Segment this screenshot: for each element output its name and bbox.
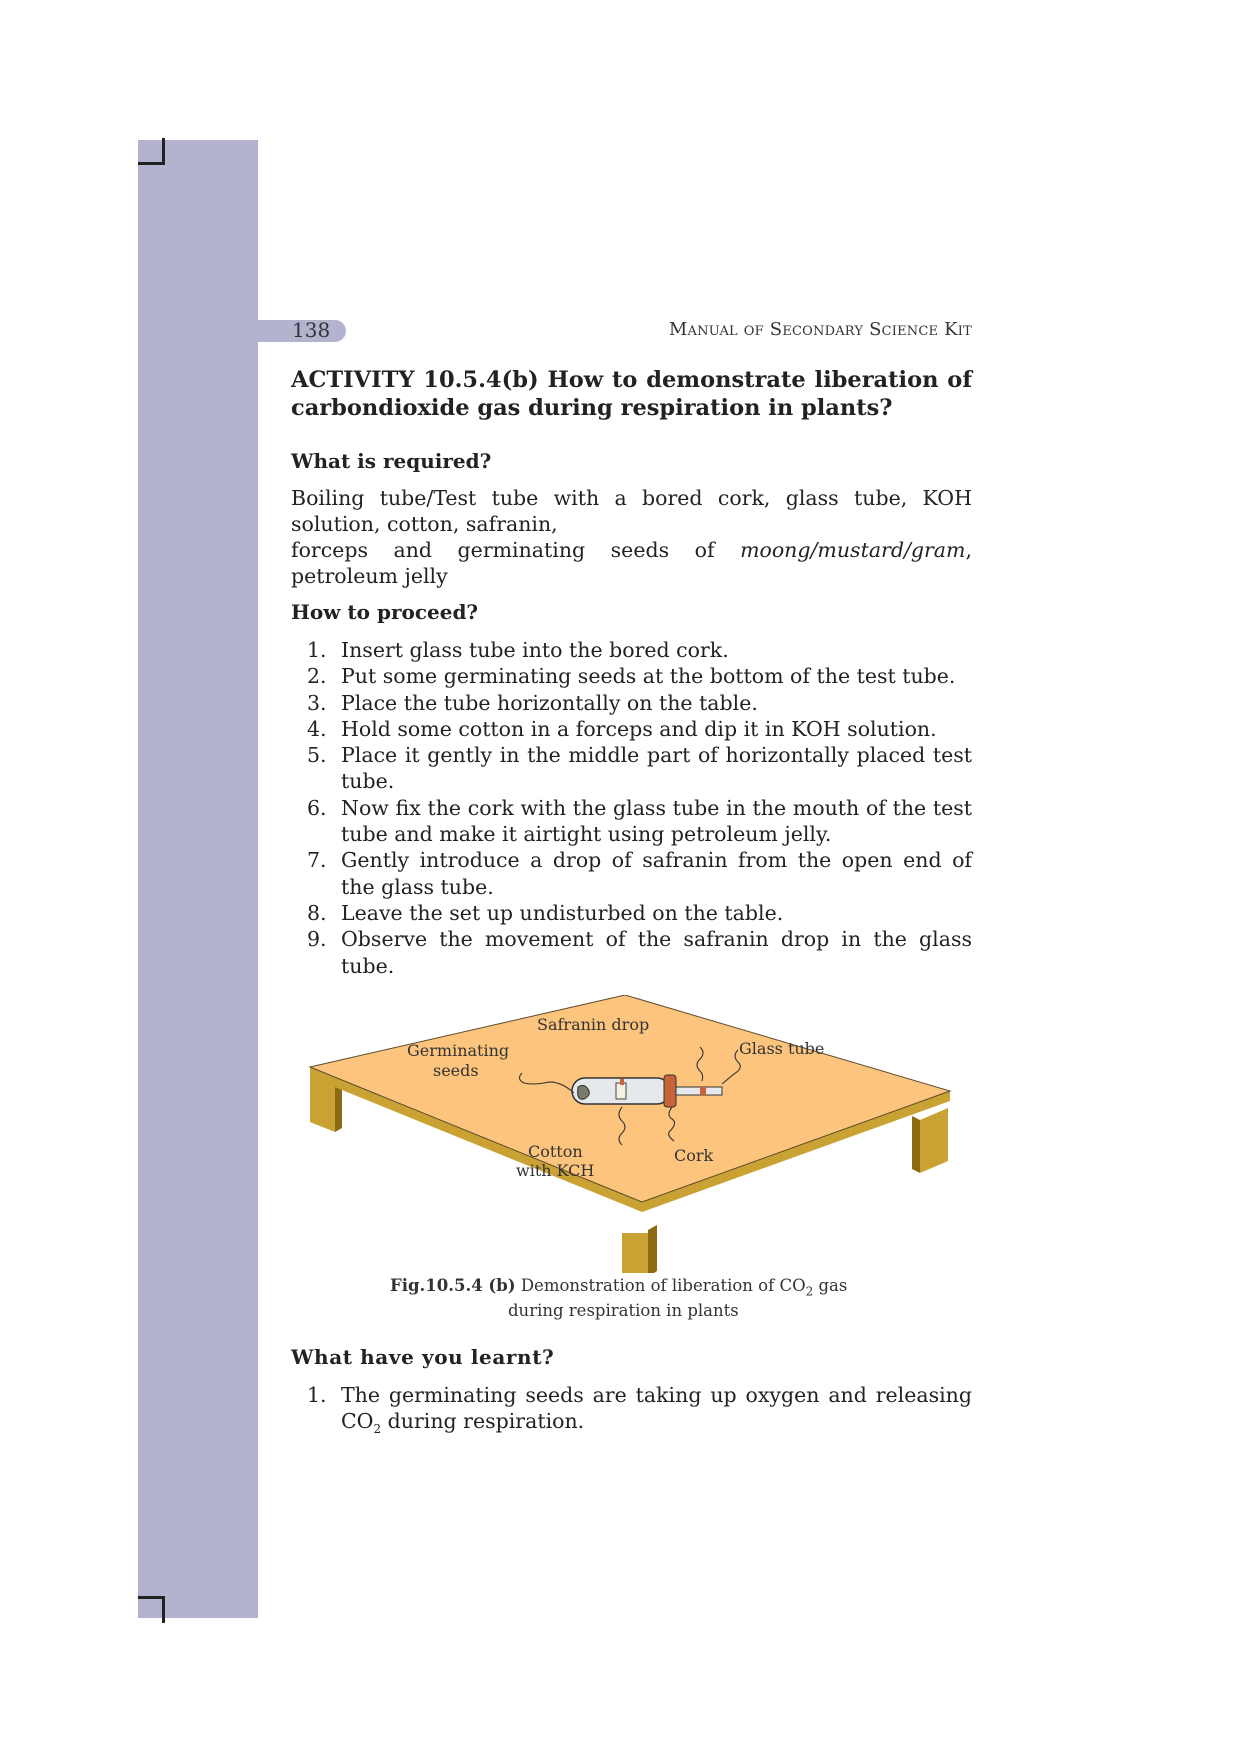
step-number: 2.: [307, 664, 327, 689]
label-cotton: Cotton: [528, 1142, 583, 1161]
cotton-mark: [620, 1079, 624, 1085]
cotton-plug: [616, 1083, 626, 1099]
step-item: [291, 926, 972, 979]
label-with-kch: with KCH: [516, 1161, 595, 1180]
materials-text: ,: [965, 538, 972, 562]
step-item: [291, 663, 972, 689]
step-text: Hold some cotton in a forceps and dip it in KOH solution.: [341, 716, 937, 741]
table-leg: [920, 1108, 948, 1173]
materials-line: petroleum jelly: [291, 564, 448, 588]
materials-line: solution, cotton, safranin,: [291, 512, 558, 536]
table-leg-side: [648, 1225, 657, 1273]
seed-names: moong/mustard/gram: [740, 538, 966, 562]
step-number: 9.: [307, 927, 327, 952]
main-content: [291, 366, 972, 979]
running-head: Manual of Secondary Science Kit: [668, 319, 972, 340]
label-seeds: seeds: [433, 1061, 479, 1080]
safranin-drop: [700, 1087, 706, 1095]
step-number: 5.: [307, 743, 327, 768]
required-materials: [291, 485, 972, 589]
page-number: 138: [292, 318, 331, 342]
step-text: Now fix the cork with the glass tube in the mouth of the test tube and make it airtight using petroleum jelly.: [341, 795, 972, 847]
materials-line: [291, 537, 972, 563]
caption-line2: during respiration in plants: [508, 1301, 739, 1321]
step-text: Gently introduce a drop of safranin from the open end of the glass tube.: [341, 848, 972, 899]
learnt-subscript: 2: [373, 1422, 382, 1437]
glass-tube: [676, 1087, 722, 1095]
label-cork: Cork: [674, 1146, 714, 1165]
required-heading: What is required?: [291, 449, 492, 473]
side-margin-band: [138, 140, 258, 1618]
step-text: Place it gently in the middle part of horizontally placed test tube.: [341, 743, 972, 794]
respiration-apparatus-figure: [300, 995, 960, 1273]
step-text: Leave the set up undisturbed on the table.: [341, 900, 784, 925]
step-number: 7.: [307, 848, 327, 873]
procedure-steps: [291, 637, 972, 979]
figure-caption: [390, 1276, 890, 1321]
step-item: [291, 847, 972, 900]
caption-subscript: 2: [805, 1284, 814, 1299]
learnt-text: during respiration.: [381, 1409, 585, 1434]
step-item: [291, 795, 972, 848]
step-item: [291, 742, 972, 795]
crop-mark-top: [138, 138, 165, 165]
step-text: Place the tube horizontally on the table.: [341, 690, 758, 715]
caption-number: Fig.10.5.4 (b): [390, 1276, 516, 1295]
step-item: [291, 900, 972, 926]
learnt-number: 1.: [307, 1383, 327, 1407]
step-number: 1.: [307, 638, 327, 662]
caption-text: gas: [813, 1276, 848, 1295]
step-text: Insert glass tube into the bored cork.: [341, 638, 729, 662]
step-number: 3.: [307, 690, 327, 715]
step-item: [291, 637, 972, 663]
learnt-text: The germinating seeds are taking up oxygen and releasing CO: [341, 1383, 972, 1434]
learnt-list: [291, 1382, 972, 1443]
step-text: Observe the movement of the safranin drop in the glass tube.: [341, 927, 972, 978]
apparatus-illustration: [300, 995, 960, 1273]
step-number: 8.: [307, 900, 327, 925]
materials-line: Boiling tube/Test tube with a bored cork, glass tube, KOH: [291, 486, 972, 510]
table-leg-side: [912, 1116, 920, 1173]
learnt-section: [291, 1345, 972, 1443]
learnt-heading: What have you learnt?: [291, 1345, 555, 1369]
label-germinating: Germinating: [407, 1041, 510, 1060]
label-safranin-drop: Safranin drop: [537, 1015, 650, 1034]
cork: [664, 1075, 676, 1107]
materials-text: forceps and germinating seeds of: [291, 538, 715, 562]
learnt-item: [291, 1382, 972, 1443]
step-number: 4.: [307, 716, 327, 741]
step-number: 6.: [307, 795, 327, 820]
table-leg: [622, 1233, 648, 1273]
crop-mark-bottom: [138, 1596, 165, 1623]
step-item: [291, 716, 972, 742]
caption-text: Demonstration of liberation of CO: [520, 1276, 806, 1295]
label-glass-tube: Glass tube: [739, 1039, 825, 1058]
step-text: Put some germinating seeds at the bottom of the test tube.: [341, 664, 956, 689]
procedure-heading: How to proceed?: [291, 600, 479, 624]
activity-title: ACTIVITY 10.5.4(b) How to demonstrate liberation of carbondioxide gas during respiration in plants?: [291, 367, 972, 421]
step-item: [291, 690, 972, 716]
